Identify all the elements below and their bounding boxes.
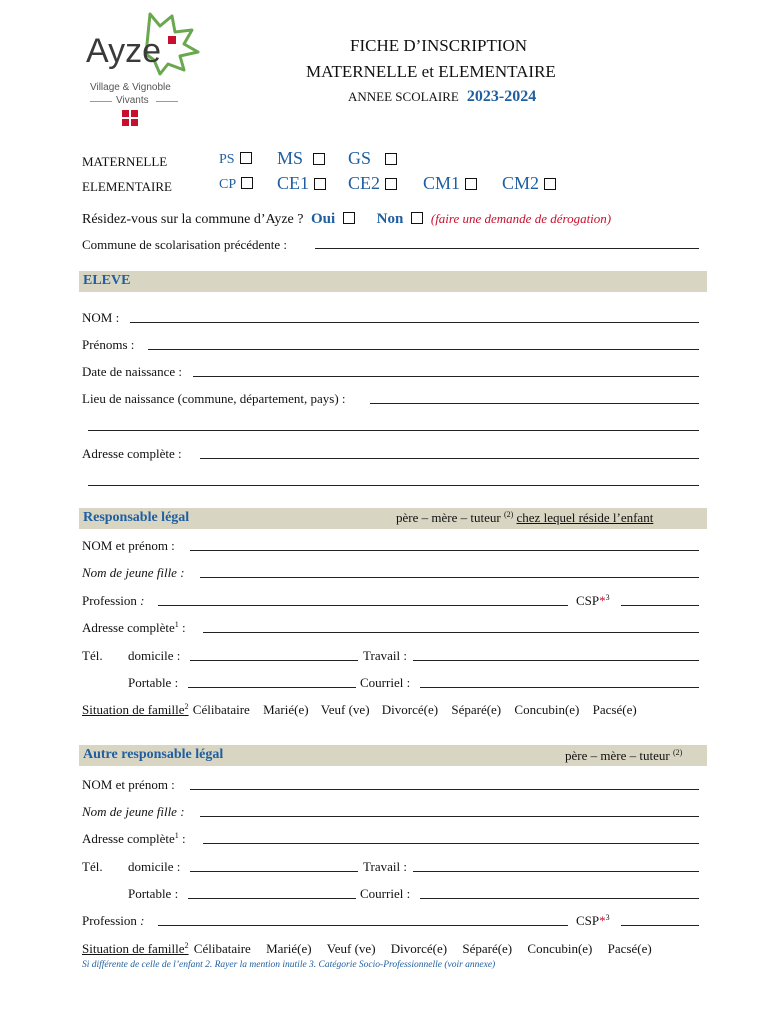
resp-csp-field[interactable] — [621, 605, 699, 606]
autre-csp-text: CSP — [576, 913, 600, 928]
level-cp-label: CP — [219, 177, 237, 192]
autre-travail-field[interactable] — [413, 871, 699, 872]
level-ms-label: MS — [277, 148, 304, 168]
resp-situation-concubin[interactable]: Concubin(e) — [514, 702, 580, 717]
resp-profession-label — [82, 593, 144, 609]
resp-domicile-field[interactable] — [190, 660, 358, 661]
autre-role-text: père – mère – tuteur — [565, 748, 670, 763]
autre-adresse-label — [82, 831, 186, 847]
previous-commune-label: Commune de scolarisation précédente : — [82, 237, 288, 252]
autre-situation-celibataire[interactable]: Célibataire — [193, 941, 251, 956]
logo-tagline-2: Vivants — [116, 95, 149, 106]
eleve-nom-label: NOM : — [82, 310, 120, 325]
residence-yes-label: Oui — [310, 211, 336, 227]
autre-section-title: Autre responsable légal — [83, 747, 224, 762]
eleve-adresse-field-2[interactable] — [88, 485, 699, 486]
level-option-cm1[interactable] — [423, 173, 477, 194]
autre-domicile-field[interactable] — [190, 871, 358, 872]
logo-tagline-1: Village & Vignoble — [90, 82, 171, 93]
residence-yes[interactable] — [311, 211, 355, 227]
level-cm2-checkbox[interactable] — [544, 178, 556, 190]
logo-divider-left — [90, 101, 112, 102]
eleve-adresse-label: Adresse complète : — [82, 446, 182, 461]
level-ps-label: PS — [219, 152, 235, 167]
responsable-role-text: père – mère – tuteur — [396, 510, 501, 525]
resp-adresse-label — [82, 620, 186, 636]
autre-profession-field[interactable] — [158, 925, 568, 926]
resp-situation-separe[interactable]: Séparé(e) — [451, 702, 502, 717]
autre-domicile-label: domicile : — [128, 859, 181, 874]
autre-situation-concubin[interactable]: Concubin(e) — [527, 941, 593, 956]
level-ce2-label: CE2 — [348, 173, 381, 193]
autre-nom-prenom-field[interactable] — [190, 789, 699, 790]
resp-csp-sup: 3 — [605, 593, 610, 602]
autre-courriel-field[interactable] — [420, 898, 699, 899]
residence-question-text: Résidez-vous sur la commune d’Ayze ? — [82, 212, 304, 227]
maternelle-label: MATERNELLE — [82, 154, 168, 169]
autre-situation-pacse[interactable]: Pacsé(e) — [607, 941, 652, 956]
footnote: Si différente de celle de l’enfant 2. Rayer la mention inutile 3. Catégorie Socio-Professionnelle (voir annexe) — [82, 960, 496, 970]
eleve-prenoms-label: Prénoms : — [82, 337, 135, 352]
level-gs-label: GS — [348, 148, 372, 168]
residence-note: (faire une demande de dérogation) — [430, 211, 612, 226]
eleve-nom-field[interactable] — [130, 322, 699, 323]
resp-adresse-sup: 1 — [174, 620, 179, 629]
level-option-ce2[interactable] — [348, 173, 397, 194]
autre-tel-label: Tél. — [82, 859, 103, 874]
eleve-lieu-naissance-field[interactable] — [370, 403, 699, 404]
autre-situation-separe[interactable]: Séparé(e) — [462, 941, 513, 956]
level-option-ce1[interactable] — [277, 173, 326, 194]
resp-adresse-colon: : — [182, 620, 186, 635]
autre-adresse-field[interactable] — [203, 843, 699, 844]
responsable-section-title: Responsable légal — [83, 510, 190, 525]
autre-csp-star: * — [599, 913, 606, 928]
resp-situation-label — [82, 702, 189, 717]
level-option-ms[interactable] — [277, 148, 325, 169]
eleve-section-bar — [79, 271, 707, 292]
eleve-lieu-naissance-label: Lieu de naissance (commune, département, pays) : — [82, 391, 346, 406]
autre-nom-jeune-fille-field[interactable] — [200, 816, 699, 817]
level-option-gs[interactable] — [348, 148, 397, 169]
autre-adresse-sup: 1 — [174, 831, 179, 840]
residence-no-label: Non — [376, 211, 404, 227]
resp-portable-field[interactable] — [188, 687, 356, 688]
level-ce2-checkbox[interactable] — [385, 178, 397, 190]
autre-csp-field[interactable] — [621, 925, 699, 926]
autre-csp-label — [576, 913, 610, 929]
school-year-value: 2023-2024 — [466, 88, 537, 105]
resp-nom-prenom-label: NOM et prénom : — [82, 538, 175, 553]
eleve-date-naissance-field[interactable] — [193, 376, 699, 377]
autre-situation-marie[interactable]: Marié(e) — [266, 941, 312, 956]
responsable-role — [396, 510, 653, 526]
coat-of-arms-icon — [122, 110, 138, 126]
eleve-prenoms-field[interactable] — [148, 349, 699, 350]
resp-courriel-label: Courriel : — [360, 675, 411, 690]
resp-nom-prenom-field[interactable] — [190, 550, 699, 551]
resp-situation-text: Situation de famille — [82, 702, 185, 717]
autre-nom-jeune-fille-label: Nom de jeune fille : — [82, 804, 185, 819]
level-ms-checkbox[interactable] — [313, 153, 325, 165]
residence-no-checkbox[interactable] — [411, 212, 423, 224]
responsable-role-sup: (2) — [503, 510, 514, 519]
level-cm2-label: CM2 — [502, 173, 540, 193]
level-cm1-checkbox[interactable] — [465, 178, 477, 190]
logo — [80, 8, 210, 128]
autre-situation-text: Situation de famille — [82, 941, 185, 956]
autre-courriel-label: Courriel : — [360, 886, 411, 901]
residence-yes-checkbox[interactable] — [343, 212, 355, 224]
resp-situation-divorce[interactable]: Divorcé(e) — [381, 702, 439, 717]
autre-situation-veuf[interactable]: Veuf (ve) — [326, 941, 376, 956]
resp-situation-marie[interactable]: Marié(e) — [263, 702, 309, 717]
eleve-lieu-naissance-field-2[interactable] — [88, 430, 699, 431]
resp-adresse-field[interactable] — [203, 632, 699, 633]
level-ce1-checkbox[interactable] — [314, 178, 326, 190]
autre-adresse-colon: : — [182, 831, 186, 846]
autre-csp-sup: 3 — [605, 913, 610, 922]
resp-profession-colon: : — [140, 593, 145, 608]
elementaire-label: ELEMENTAIRE — [82, 179, 172, 194]
resp-domicile-label: domicile : — [128, 648, 181, 663]
autre-travail-label: Travail : — [363, 859, 407, 874]
autre-situation-divorce[interactable]: Divorcé(e) — [390, 941, 448, 956]
resp-situation-sup: 2 — [184, 702, 189, 711]
resp-situation-pacse[interactable]: Pacsé(e) — [592, 702, 637, 717]
level-cp-checkbox[interactable] — [241, 177, 253, 189]
resp-profession-text: Profession — [82, 593, 137, 608]
resp-courriel-field[interactable] — [420, 687, 699, 688]
autre-profession-colon: : — [140, 913, 145, 928]
residence-no[interactable] — [377, 211, 424, 227]
resp-nom-jeune-fille-field[interactable] — [200, 577, 699, 578]
resp-travail-field[interactable] — [413, 660, 699, 661]
resp-adresse-text: Adresse complète — [82, 620, 175, 635]
level-cm1-label: CM1 — [423, 173, 461, 193]
resp-tel-label: Tél. — [82, 648, 103, 663]
autre-portable-label: Portable : — [128, 886, 179, 901]
logo-divider-right — [156, 101, 178, 102]
eleve-date-naissance-label: Date de naissance : — [82, 364, 182, 379]
previous-commune-field[interactable] — [315, 248, 699, 249]
resp-portable-label: Portable : — [128, 675, 179, 690]
autre-role — [565, 748, 682, 764]
eleve-adresse-field[interactable] — [200, 458, 699, 459]
resp-travail-label: Travail : — [363, 648, 407, 663]
logo-name: Ayze — [86, 32, 161, 70]
autre-situation-label — [82, 941, 189, 956]
resp-csp-text: CSP — [576, 593, 600, 608]
resp-csp-star: * — [599, 593, 606, 608]
level-ps-checkbox[interactable] — [240, 152, 252, 164]
eleve-section-title: ELEVE — [83, 273, 131, 288]
resp-nom-jeune-fille-label: Nom de jeune fille : — [82, 565, 185, 580]
level-gs-checkbox[interactable] — [385, 153, 397, 165]
school-year-label: ANNEE SCOLAIRE — [348, 89, 459, 104]
responsable-resides-text: chez lequel réside l’enfant — [516, 510, 654, 525]
level-ce1-label: CE1 — [277, 173, 310, 193]
resp-situation-celibataire[interactable]: Célibataire — [192, 702, 250, 717]
resp-situation-veuf[interactable]: Veuf (ve) — [320, 702, 370, 717]
resp-csp-label — [576, 593, 610, 609]
level-option-cp[interactable] — [219, 177, 253, 193]
school-year — [348, 88, 536, 106]
page-title-2: MATERNELLE et ELEMENTAIRE — [306, 62, 556, 81]
level-option-cm2[interactable] — [502, 173, 556, 194]
autre-situation-sup: 2 — [184, 941, 189, 950]
autre-profession-label — [82, 913, 144, 929]
autre-portable-field[interactable] — [188, 898, 356, 899]
level-option-ps[interactable] — [219, 152, 252, 168]
autre-nom-prenom-label: NOM et prénom : — [82, 777, 175, 792]
page-title-1: FICHE D’INSCRIPTION — [350, 36, 528, 55]
autre-profession-text: Profession — [82, 913, 137, 928]
autre-adresse-text: Adresse complète — [82, 831, 175, 846]
resp-profession-field[interactable] — [158, 605, 568, 606]
residence-question — [82, 211, 611, 228]
autre-role-sup: (2) — [672, 748, 683, 757]
resp-situation-row — [82, 702, 637, 718]
autre-situation-row — [82, 941, 652, 957]
